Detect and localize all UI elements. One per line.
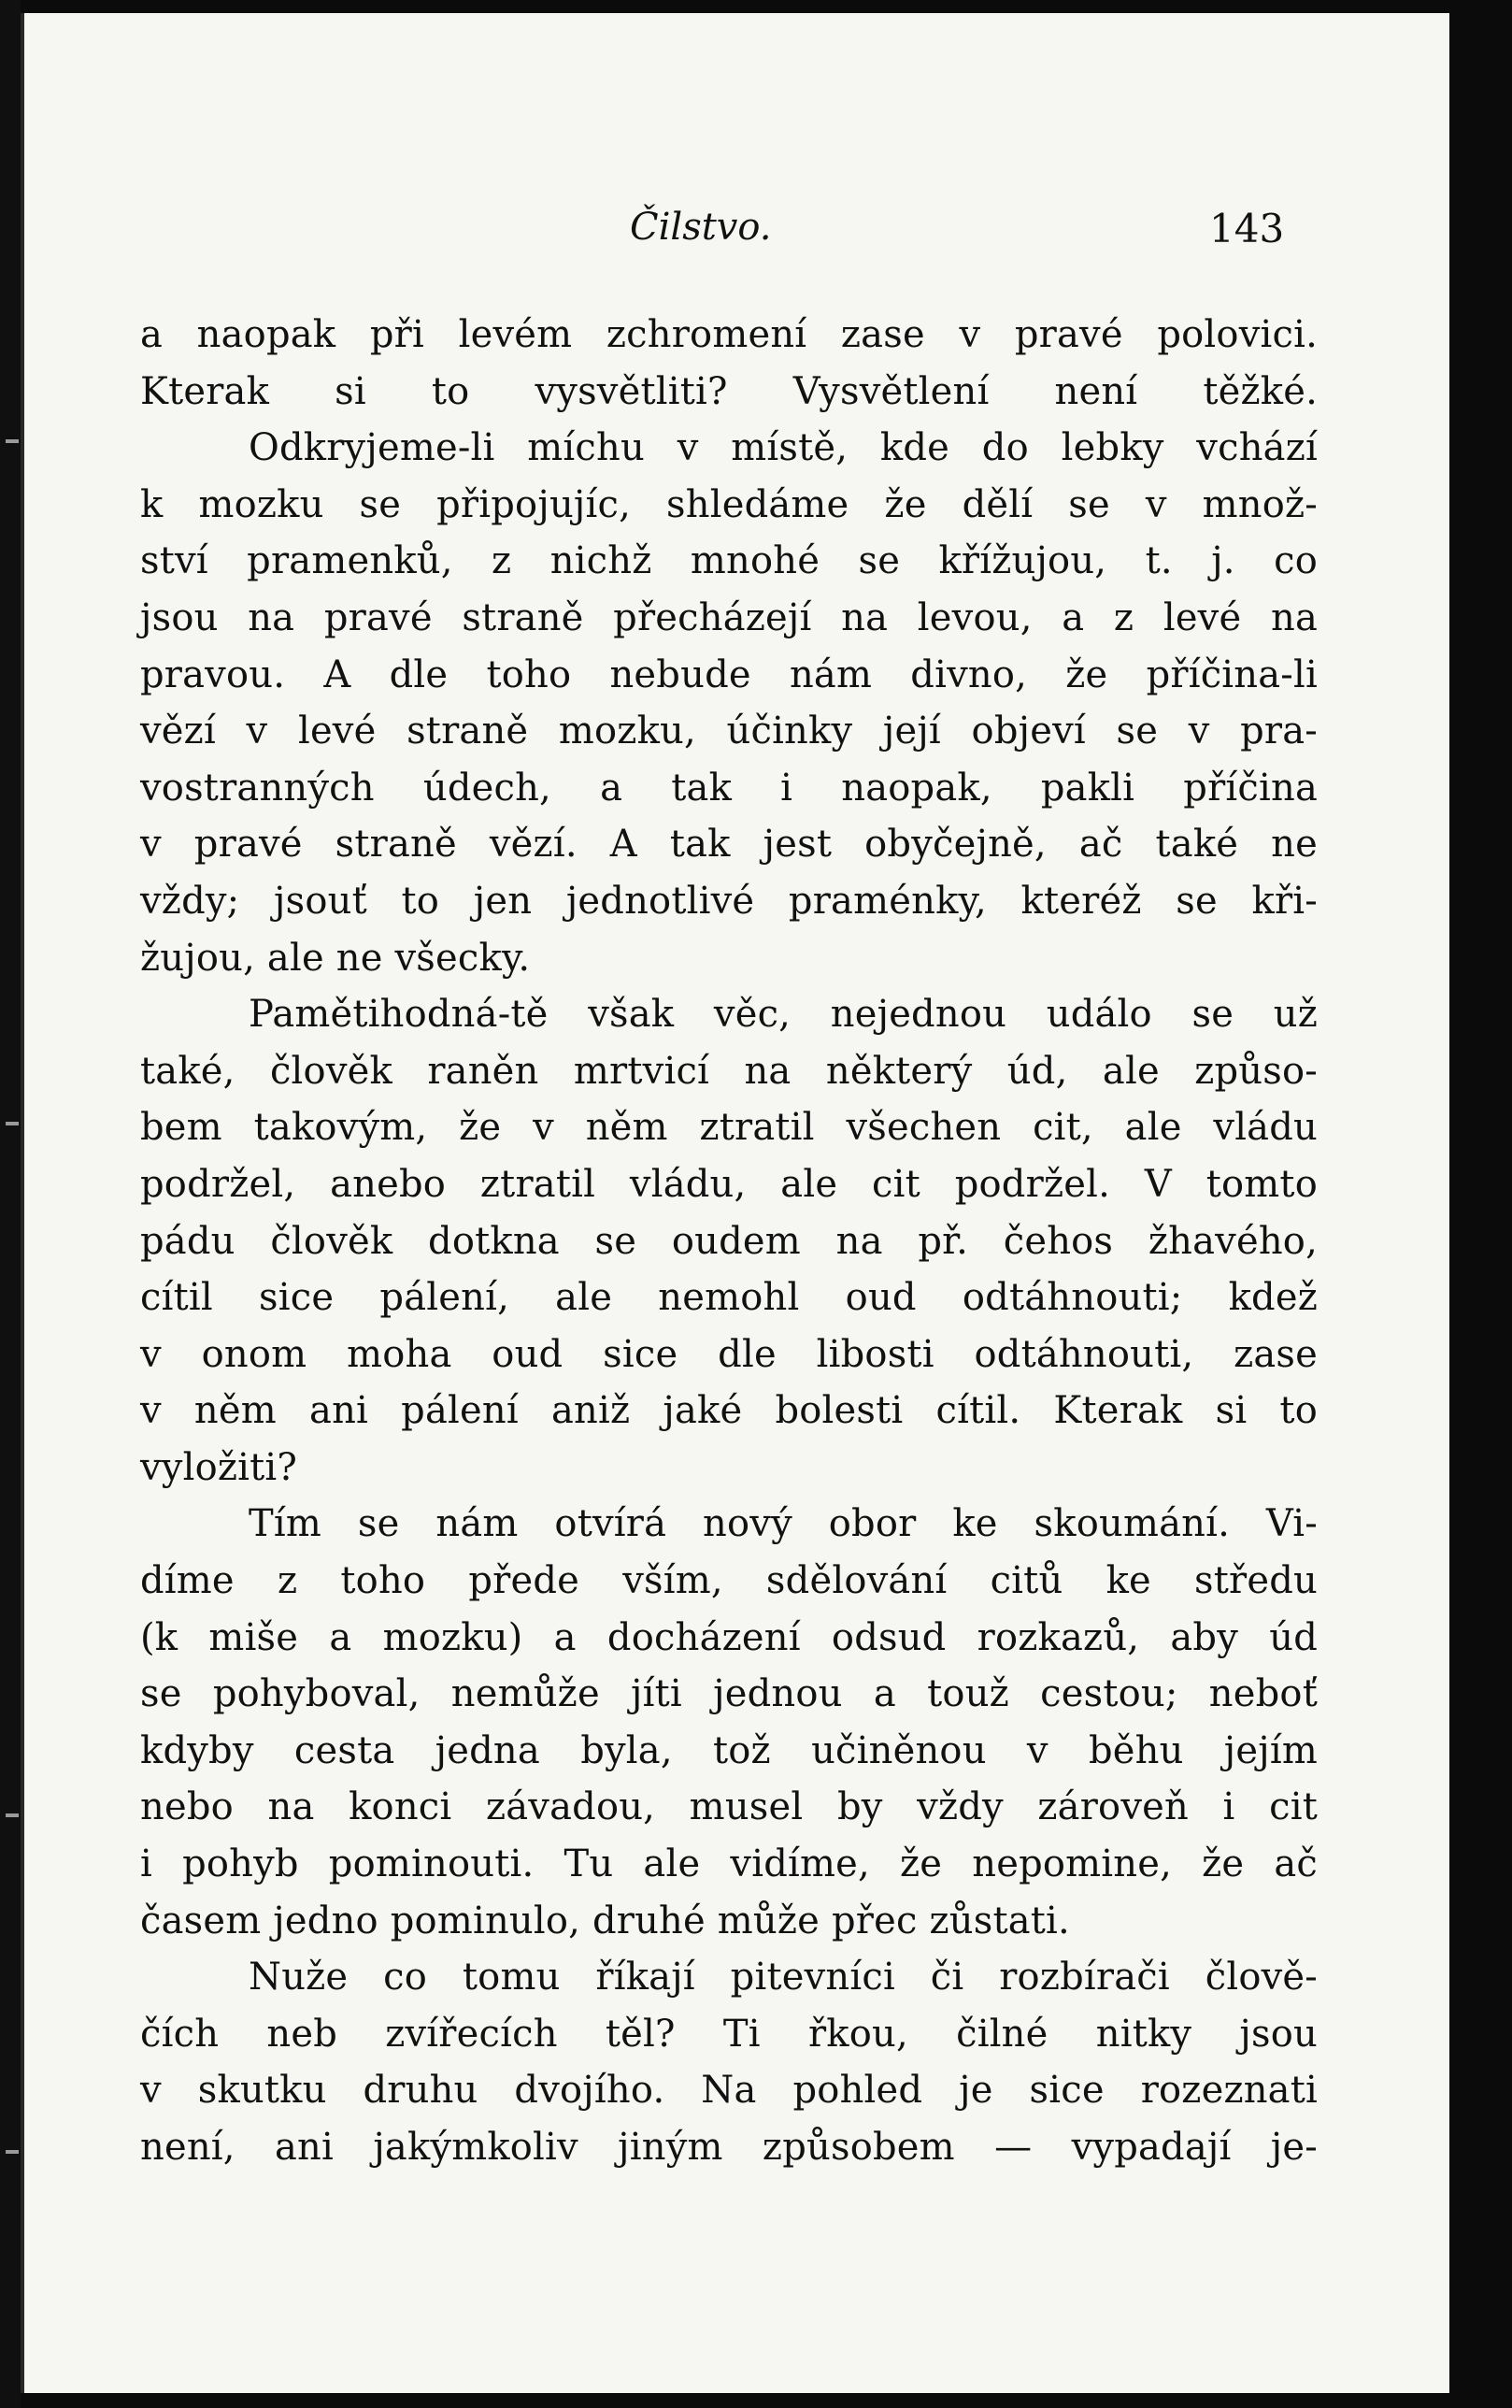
text-line: v onom moha oud sice dle libosti odtáhnouti, zase bbox=[140, 1332, 1318, 1376]
text-line: Odkryjeme-li míchu v místě, kde do lebky vchází bbox=[249, 426, 1318, 470]
text-line: také, člověk raněn mrtvicí na některý úd, ale způso- bbox=[140, 1049, 1318, 1093]
text-line: pravou. A dle toho nebude nám divno, že příčina-li bbox=[140, 652, 1318, 696]
text-line: v něm ani pálení aniž jaké bolesti cítil. Kterak si to bbox=[140, 1389, 1318, 1433]
text-line: k mozku se připojujíc, shledáme že dělí se v množ- bbox=[140, 482, 1318, 526]
binding-mark bbox=[6, 439, 19, 443]
text-line: není, ani jakýmkoliv jiným způsobem — vypadají je- bbox=[140, 2126, 1318, 2169]
text-line: a naopak při levém zchromení zase v pravé polovici. bbox=[140, 313, 1318, 356]
text-line: čích neb zvířecích těl? Ti řkou, čilné nitky jsou bbox=[140, 2012, 1318, 2056]
book-page bbox=[21, 13, 1449, 2393]
text-line: Kterak si to vysvětliti? Vysvětlení není těžké. bbox=[140, 369, 1318, 413]
page-number: 143 bbox=[1209, 206, 1285, 251]
text-line: kdyby cesta jedna byla, tož učiněnou v běhu jejím bbox=[140, 1728, 1318, 1772]
body-text bbox=[140, 307, 1318, 2176]
page-header bbox=[24, 206, 1449, 271]
text-line: časem jedno pominulo, druhé může přec zůstati. bbox=[140, 1899, 1070, 1942]
binding-mark bbox=[6, 1813, 19, 1817]
book-binding-edge bbox=[0, 0, 21, 2408]
binding-mark bbox=[6, 1122, 19, 1125]
text-line: vždy; jsouť to jen jednotlivé praménky, kteréž se kři- bbox=[140, 879, 1318, 923]
text-line: Tím se nám otvírá nový obor ke skoumání. Vi- bbox=[249, 1502, 1318, 1546]
text-line: pádu člověk dotkna se oudem na př. čehos žhavého, bbox=[140, 1219, 1318, 1263]
text-line: ství pramenků, z nichž mnohé se křížujou, t. j. co bbox=[140, 539, 1318, 583]
text-line: v pravé straně vězí. A tak jest obyčejně, ač také ne bbox=[140, 823, 1318, 867]
text-line: jsou na pravé straně přecházejí na levou, a z levé na bbox=[140, 595, 1318, 639]
text-line: vězí v levé straně mozku, účinky její objeví se v pra- bbox=[140, 710, 1318, 753]
text-line: v skutku druhu dvojího. Na pohled je sice rozeznati bbox=[140, 2069, 1318, 2113]
text-line: Pamětihodná-tě však věc, nejednou událo se už bbox=[249, 993, 1318, 1037]
text-line: žujou, ale ne všecky. bbox=[140, 936, 531, 980]
text-line: (k miše a mozku) a docházení odsud rozkazů, aby úd bbox=[140, 1615, 1318, 1659]
text-line: podržel, anebo ztratil vládu, ale cit podržel. V tomto bbox=[140, 1162, 1318, 1206]
text-line: vyložiti? bbox=[140, 1445, 298, 1489]
text-line: se pohyboval, nemůže jíti jednou a touž cestou; neboť bbox=[140, 1672, 1318, 1716]
text-line: bem takovým, že v něm ztratil všechen cit, ale vládu bbox=[140, 1106, 1318, 1150]
text-line: cítil sice pálení, ale nemohl oud odtáhnouti; kdež bbox=[140, 1276, 1318, 1320]
text-line: Nuže co tomu říkají pitevníci či rozbírači člově- bbox=[249, 1956, 1318, 2000]
text-line: i pohyb pominouti. Tu ale vidíme, že nepomine, že ač bbox=[140, 1842, 1318, 1886]
text-line: díme z toho přede vším, sdělování citů ke středu bbox=[140, 1559, 1318, 1603]
text-line: vostranných údech, a tak i naopak, pakli příčina bbox=[140, 766, 1318, 810]
running-title: Čilstvo. bbox=[630, 206, 772, 249]
text-line: nebo na konci závadou, musel by vždy zároveň i cit bbox=[140, 1785, 1318, 1829]
binding-mark bbox=[6, 2150, 19, 2154]
